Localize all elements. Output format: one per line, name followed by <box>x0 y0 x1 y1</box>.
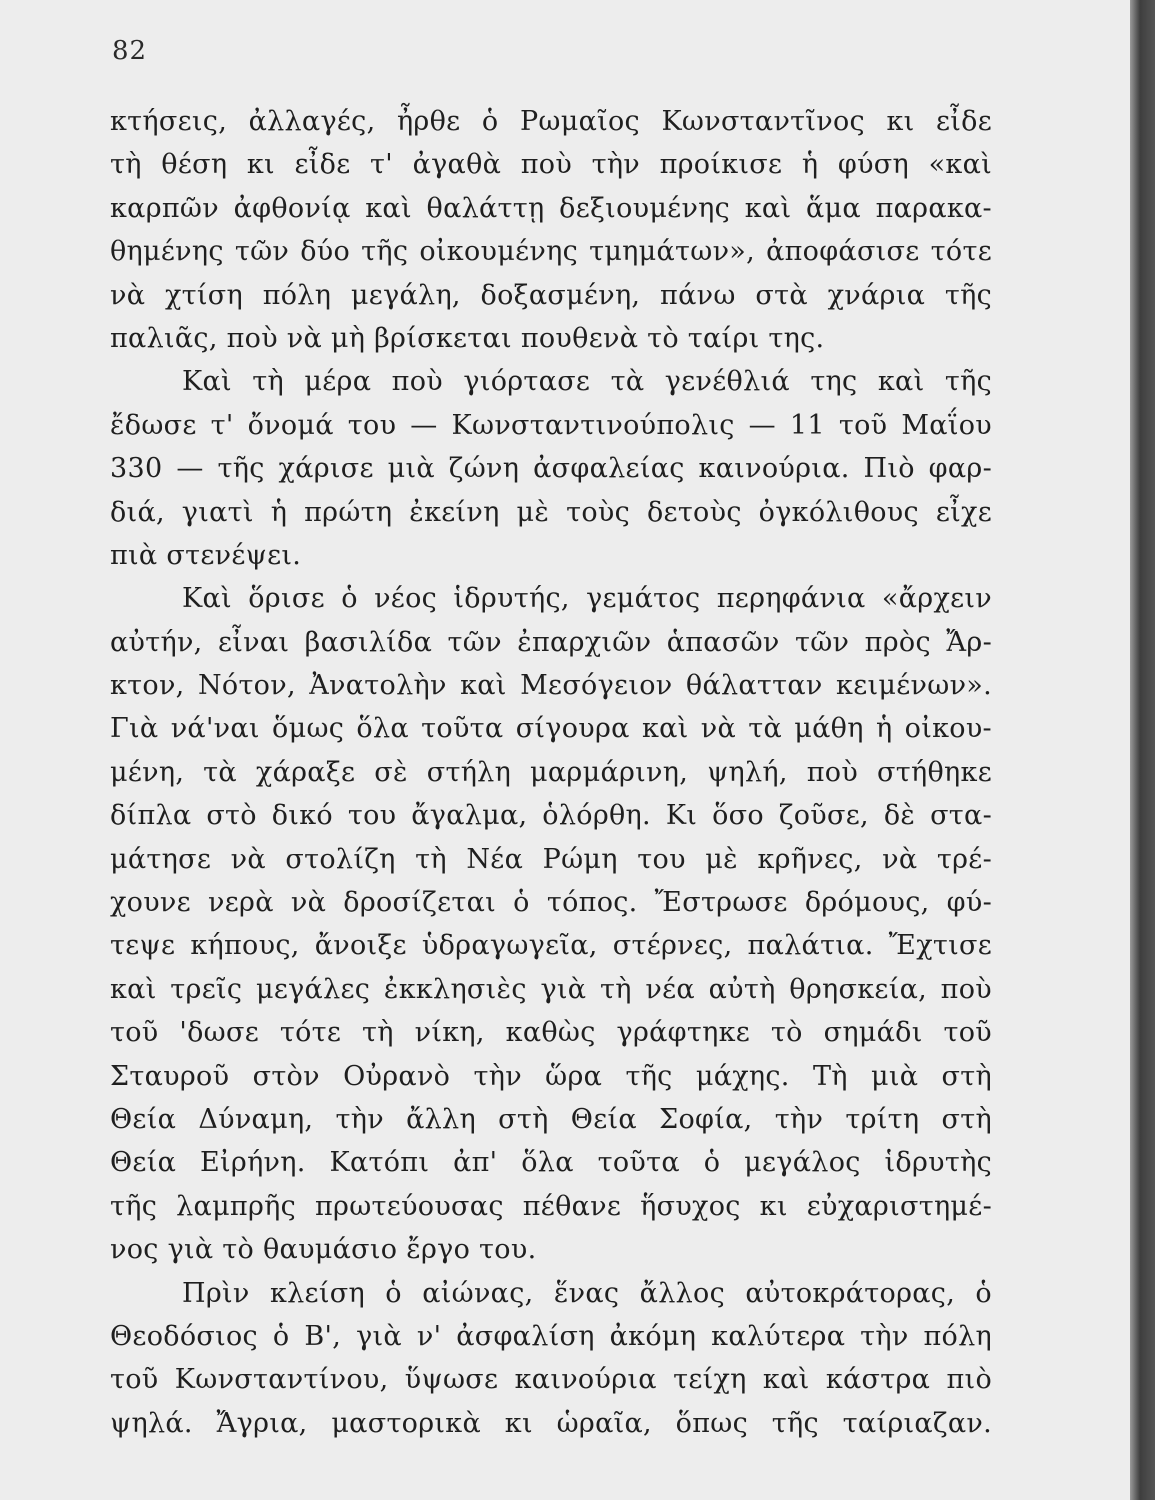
text-line: δίπλα στὸ δικό του ἄγαλμα, ὁλόρθη. Κι ὅσο ζοῦσε, δὲ στα- <box>110 800 992 832</box>
text-line: Θεία Εἰρήνη. Κατόπι ἀπ' ὅλα τοῦτα ὁ μεγάλος ἱδρυτὴς <box>110 1147 992 1179</box>
text-line: τοῦ 'δωσε τότε τὴ νίκη, καθὼς γράφτηκε τὸ σημάδι τοῦ <box>110 1017 992 1049</box>
text-line: πιὰ στενέψει. <box>110 539 302 571</box>
text-line: παλιᾶς, ποὺ νὰ μὴ βρίσκεται πουθενὰ τὸ ταίρι της. <box>110 322 825 354</box>
text-line: Καὶ τὴ μέρα ποὺ γιόρτασε τὰ γενέθλιά της καὶ τῆς <box>182 366 992 398</box>
text-line: Καὶ ὅρισε ὁ νέος ἱδρυτής, γεμάτος περηφάνια «ἄρχειν <box>182 583 992 615</box>
text-line: καρπῶν ἀφθονίᾳ καὶ θαλάττῃ δεξιουμένης καὶ ἅμα παρακα- <box>110 192 992 224</box>
text-line: ἔδωσε τ' ὄνομά του — Κωνσταντινούπολις — 11 τοῦ Μαΐου <box>110 409 992 441</box>
text-line: χουνε νερὰ νὰ δροσίζεται ὁ τόπος. Ἔστρωσε δρόμους, φύ- <box>110 887 992 919</box>
text-line: διά, γιατὶ ἡ πρώτη ἐκείνη μὲ τοὺς δετοὺς ὀγκόλιθους εἶχε <box>110 496 992 528</box>
text-line: τὴ θέση κι εἶδε τ' ἀγαθὰ ποὺ τὴν προίκισε ἡ φύση «καὶ <box>110 149 992 181</box>
text-line: τεψε κήπους, ἄνοιξε ὑδραγωγεῖα, στέρνες, παλάτια. Ἔχτισε <box>110 930 992 962</box>
text-line: κτήσεις, ἀλλαγές, ἦρθε ὁ Ρωμαῖος Κωνσταντῖνος κι εἶδε <box>110 106 992 137</box>
page-number: 82 <box>112 36 148 66</box>
text-line: τοῦ Κωνσταντίνου, ὕψωσε καινούρια τείχη καὶ κάστρα πιὸ <box>110 1364 992 1396</box>
text-line: κτον, Νότον, Ἀνατολὴν καὶ Μεσόγειον θάλατταν κειμένων». <box>110 670 992 702</box>
text-line: Θεοδόσιος ὁ Β', γιὰ ν' ἀσφαλίση ἀκόμη καλύτερα τὴν πόλη <box>110 1320 992 1352</box>
text-line: μένη, τὰ χάραξε σὲ στήλη μαρμάρινη, ψηλή, ποὺ στήθηκε <box>110 756 992 788</box>
text-line: Σταυροῦ στὸν Οὐρανὸ τὴν ὥρα τῆς μάχης. Τὴ μιὰ στὴ <box>110 1060 992 1092</box>
text-line: θημένης τῶν δύο τῆς οἰκουμένης τμημάτων», ἀποφάσισε τότε <box>110 236 992 268</box>
text-line: μάτησε νὰ στολίζη τὴ Νέα Ρώμη του μὲ κρῆνες, νὰ τρέ- <box>110 843 992 875</box>
text-line: νὰ χτίση πόλη μεγάλη, δοξασμένη, πάνω στὰ χνάρια τῆς <box>110 279 992 311</box>
text-line: 330 — τῆς χάρισε μιὰ ζώνη ἀσφαλείας καινούρια. Πιὸ φαρ- <box>110 453 992 485</box>
text-line: ψηλά. Ἄγρια, μαστορικὰ κι ὡραῖα, ὅπως τῆς ταίριαζαν. <box>110 1407 992 1439</box>
text-line: αὐτήν, εἶναι βασιλίδα τῶν ἐπαρχιῶν ἁπασῶν τῶν πρὸς Ἄρ- <box>110 626 992 658</box>
text-line: Θεία Δύναμη, τὴν ἄλλη στὴ Θεία Σοφία, τὴν τρίτη στὴ <box>110 1103 992 1135</box>
body-text <box>110 100 992 1445</box>
text-line: τῆς λαμπρῆς πρωτεύουσας πέθανε ἥσυχος κι εὐχαριστημέ- <box>110 1190 992 1222</box>
text-line: καὶ τρεῖς μεγάλες ἐκκλησιὲς γιὰ τὴ νέα αὐτὴ θρησκεία, ποὺ <box>110 973 992 1005</box>
page-edge-shadow <box>1130 0 1155 1500</box>
text-line: Γιὰ νά'ναι ὅμως ὅλα τοῦτα σίγουρα καὶ νὰ τὰ μάθη ἡ οἰκου- <box>110 713 992 745</box>
text-line: νος γιὰ τὸ θαυμάσιο ἔργο του. <box>110 1234 537 1266</box>
text-line: Πρὶν κλείση ὁ αἰώνας, ἕνας ἄλλος αὐτοκράτορας, ὁ <box>182 1277 992 1309</box>
